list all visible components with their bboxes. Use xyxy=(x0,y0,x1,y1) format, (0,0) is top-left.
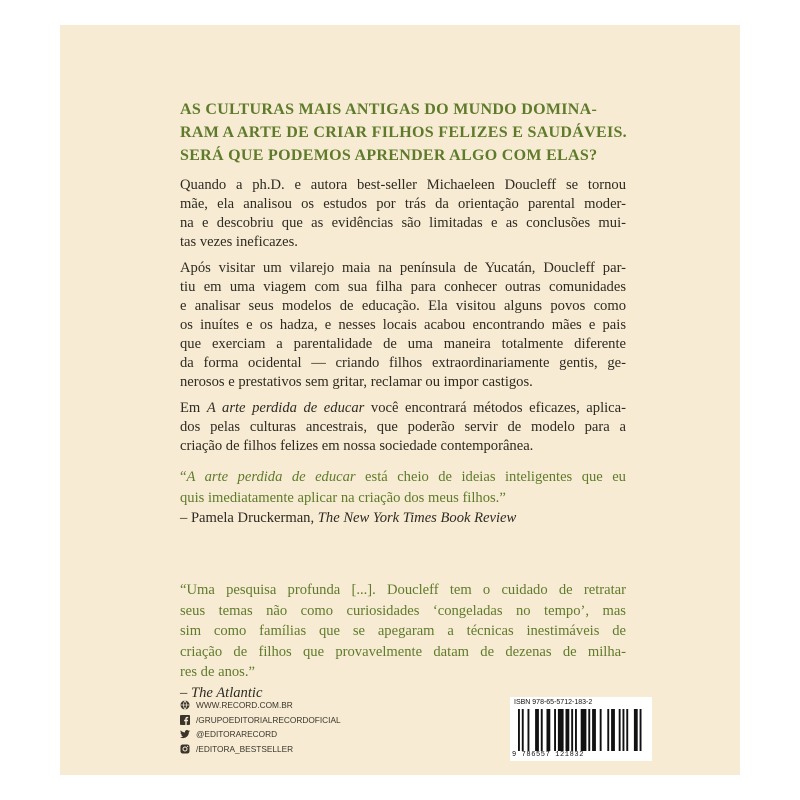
barcode-bar xyxy=(623,709,625,751)
social-links xyxy=(180,698,440,756)
instagram-icon xyxy=(180,744,190,754)
synopsis-paragraph xyxy=(180,176,626,252)
barcode-bar xyxy=(571,709,573,751)
social-link-text: WWW.RECORD.COM.BR xyxy=(196,700,293,711)
text-line: que exerciam a parentalidade de uma maneira totalmente diferente xyxy=(180,336,626,352)
headline-line: AS CULTURAS MAIS ANTIGAS DO MUNDO DOMINA- xyxy=(180,101,598,118)
barcode-bar xyxy=(611,709,615,751)
open-quote: “ xyxy=(180,469,187,485)
barcode-bars xyxy=(518,709,646,751)
quote-line xyxy=(180,467,626,488)
text-line: mãe, ela analisou os estudos por trás da orientação parental moder- xyxy=(180,196,626,212)
headline xyxy=(180,98,626,167)
barcode-bar xyxy=(640,709,642,751)
book-back-cover xyxy=(60,25,740,775)
isbn-label: ISBN 978-65-5712-183-2 xyxy=(514,699,593,706)
barcode-bar xyxy=(535,709,539,751)
text-line: Quando a ph.D. e autora best-seller Michaeleen Doucleff se tornou xyxy=(180,177,626,193)
barcode-bar xyxy=(566,709,570,751)
social-link-facebook[interactable] xyxy=(180,713,440,728)
barcode-bar xyxy=(528,709,530,751)
social-link-text: @EDITORARECORD xyxy=(196,729,278,740)
attribution-dash: – xyxy=(180,684,191,701)
text-line: tiu em uma viagem com sua filha para conhecer outras comunidades xyxy=(180,279,626,295)
social-link-twitter[interactable] xyxy=(180,727,440,742)
barcode-bar xyxy=(541,709,543,751)
quote-line: “Uma pesquisa profunda [...]. Doucleff tem o cuidado de retratar xyxy=(180,582,626,598)
quote-line: quis imediatamente aplicar na criação dos meus filhos.” xyxy=(180,489,506,506)
barcode-bar xyxy=(592,709,596,751)
barcode-bar xyxy=(558,709,564,751)
social-link-text: /EDITORA_BESTSELLER xyxy=(196,743,294,754)
text-fragment: Em xyxy=(180,400,207,416)
text-line xyxy=(180,399,626,418)
barcode-bar xyxy=(554,709,556,751)
barcode-bar xyxy=(619,709,621,751)
quote-line: criação de filhos que provavelmente datam de dezenas de milha- xyxy=(180,643,626,660)
barcode-bar xyxy=(518,709,520,751)
review-quote xyxy=(180,467,626,529)
social-link-text: /GRUPOEDITORIALRECORDOFICIAL xyxy=(196,714,341,725)
quote-line: res de anos.” xyxy=(180,664,255,680)
text-line: os inuítes e os hadza, e nesses locais acabou encontrando mães e pais xyxy=(180,317,626,333)
barcode-bar xyxy=(634,709,638,751)
barcode-bar xyxy=(581,709,587,751)
book-title: A arte perdida de educar xyxy=(206,400,365,416)
quote-line: seus temas não como curiosidades ‘congeladas no tempo’, mas xyxy=(180,602,626,619)
review-quote xyxy=(180,580,626,703)
barcode-bar xyxy=(547,709,551,751)
twitter-icon xyxy=(180,729,190,739)
text-line: da forma ocidental — criando filhos extraordinariamente gentis, ge- xyxy=(180,355,626,371)
attribution-source: The New York Times Book Review xyxy=(317,510,517,526)
social-link-website[interactable] xyxy=(180,698,440,713)
text-line: tas vezes ineficazes. xyxy=(180,234,298,250)
attribution-author: – Pamela Druckerman, xyxy=(180,510,318,526)
barcode-bar xyxy=(575,709,577,751)
barcode-bar xyxy=(607,709,609,751)
barcode-bar xyxy=(588,709,590,751)
attribution-source: The Atlantic xyxy=(190,684,263,701)
globe-icon xyxy=(180,700,190,710)
text-fragment: está cheio de ideias inteligentes que eu xyxy=(355,469,626,485)
synopsis xyxy=(180,176,626,463)
headline-line: RAM A ARTE DE CRIAR FILHOS FELIZES E SAUDÁVEIS. xyxy=(180,124,627,141)
synopsis-paragraph xyxy=(180,399,626,456)
quote-attribution xyxy=(180,508,626,529)
text-line: na e descobriu que as evidências são limitadas e as conclusões mui- xyxy=(180,215,626,231)
quote-line: sim como famílias que se apegaram a técnicas inestimáveis de xyxy=(180,623,626,639)
facebook-icon xyxy=(180,715,190,725)
synopsis-paragraph xyxy=(180,259,626,392)
isbn-digits: 9 786557 121832 xyxy=(512,751,585,759)
barcode-bar xyxy=(600,709,602,751)
text-line: e analisar seus modelos de educação. Ela visitou alguns povos como xyxy=(180,298,626,314)
barcode-bar xyxy=(522,709,524,751)
book-title: A arte perdida de educar xyxy=(186,469,356,485)
text-line: dos pelas culturas ancestrais, que poderão servir de modelo para a xyxy=(180,419,626,435)
text-line: nerosos e prestativos sem gritar, reclamar ou impor castigos. xyxy=(180,374,533,390)
social-link-instagram[interactable] xyxy=(180,742,440,757)
text-fragment: você encontrará métodos eficazes, aplica- xyxy=(364,400,626,416)
headline-line: SERÁ QUE PODEMOS APRENDER ALGO COM ELAS? xyxy=(180,147,598,164)
text-line: criação de filhos felizes em nossa sociedade contemporânea. xyxy=(180,438,534,454)
text-line: Após visitar um vilarejo maia na península de Yucatán, Doucleff par- xyxy=(180,260,626,276)
isbn-barcode xyxy=(510,697,652,761)
barcode-bar xyxy=(626,709,628,751)
